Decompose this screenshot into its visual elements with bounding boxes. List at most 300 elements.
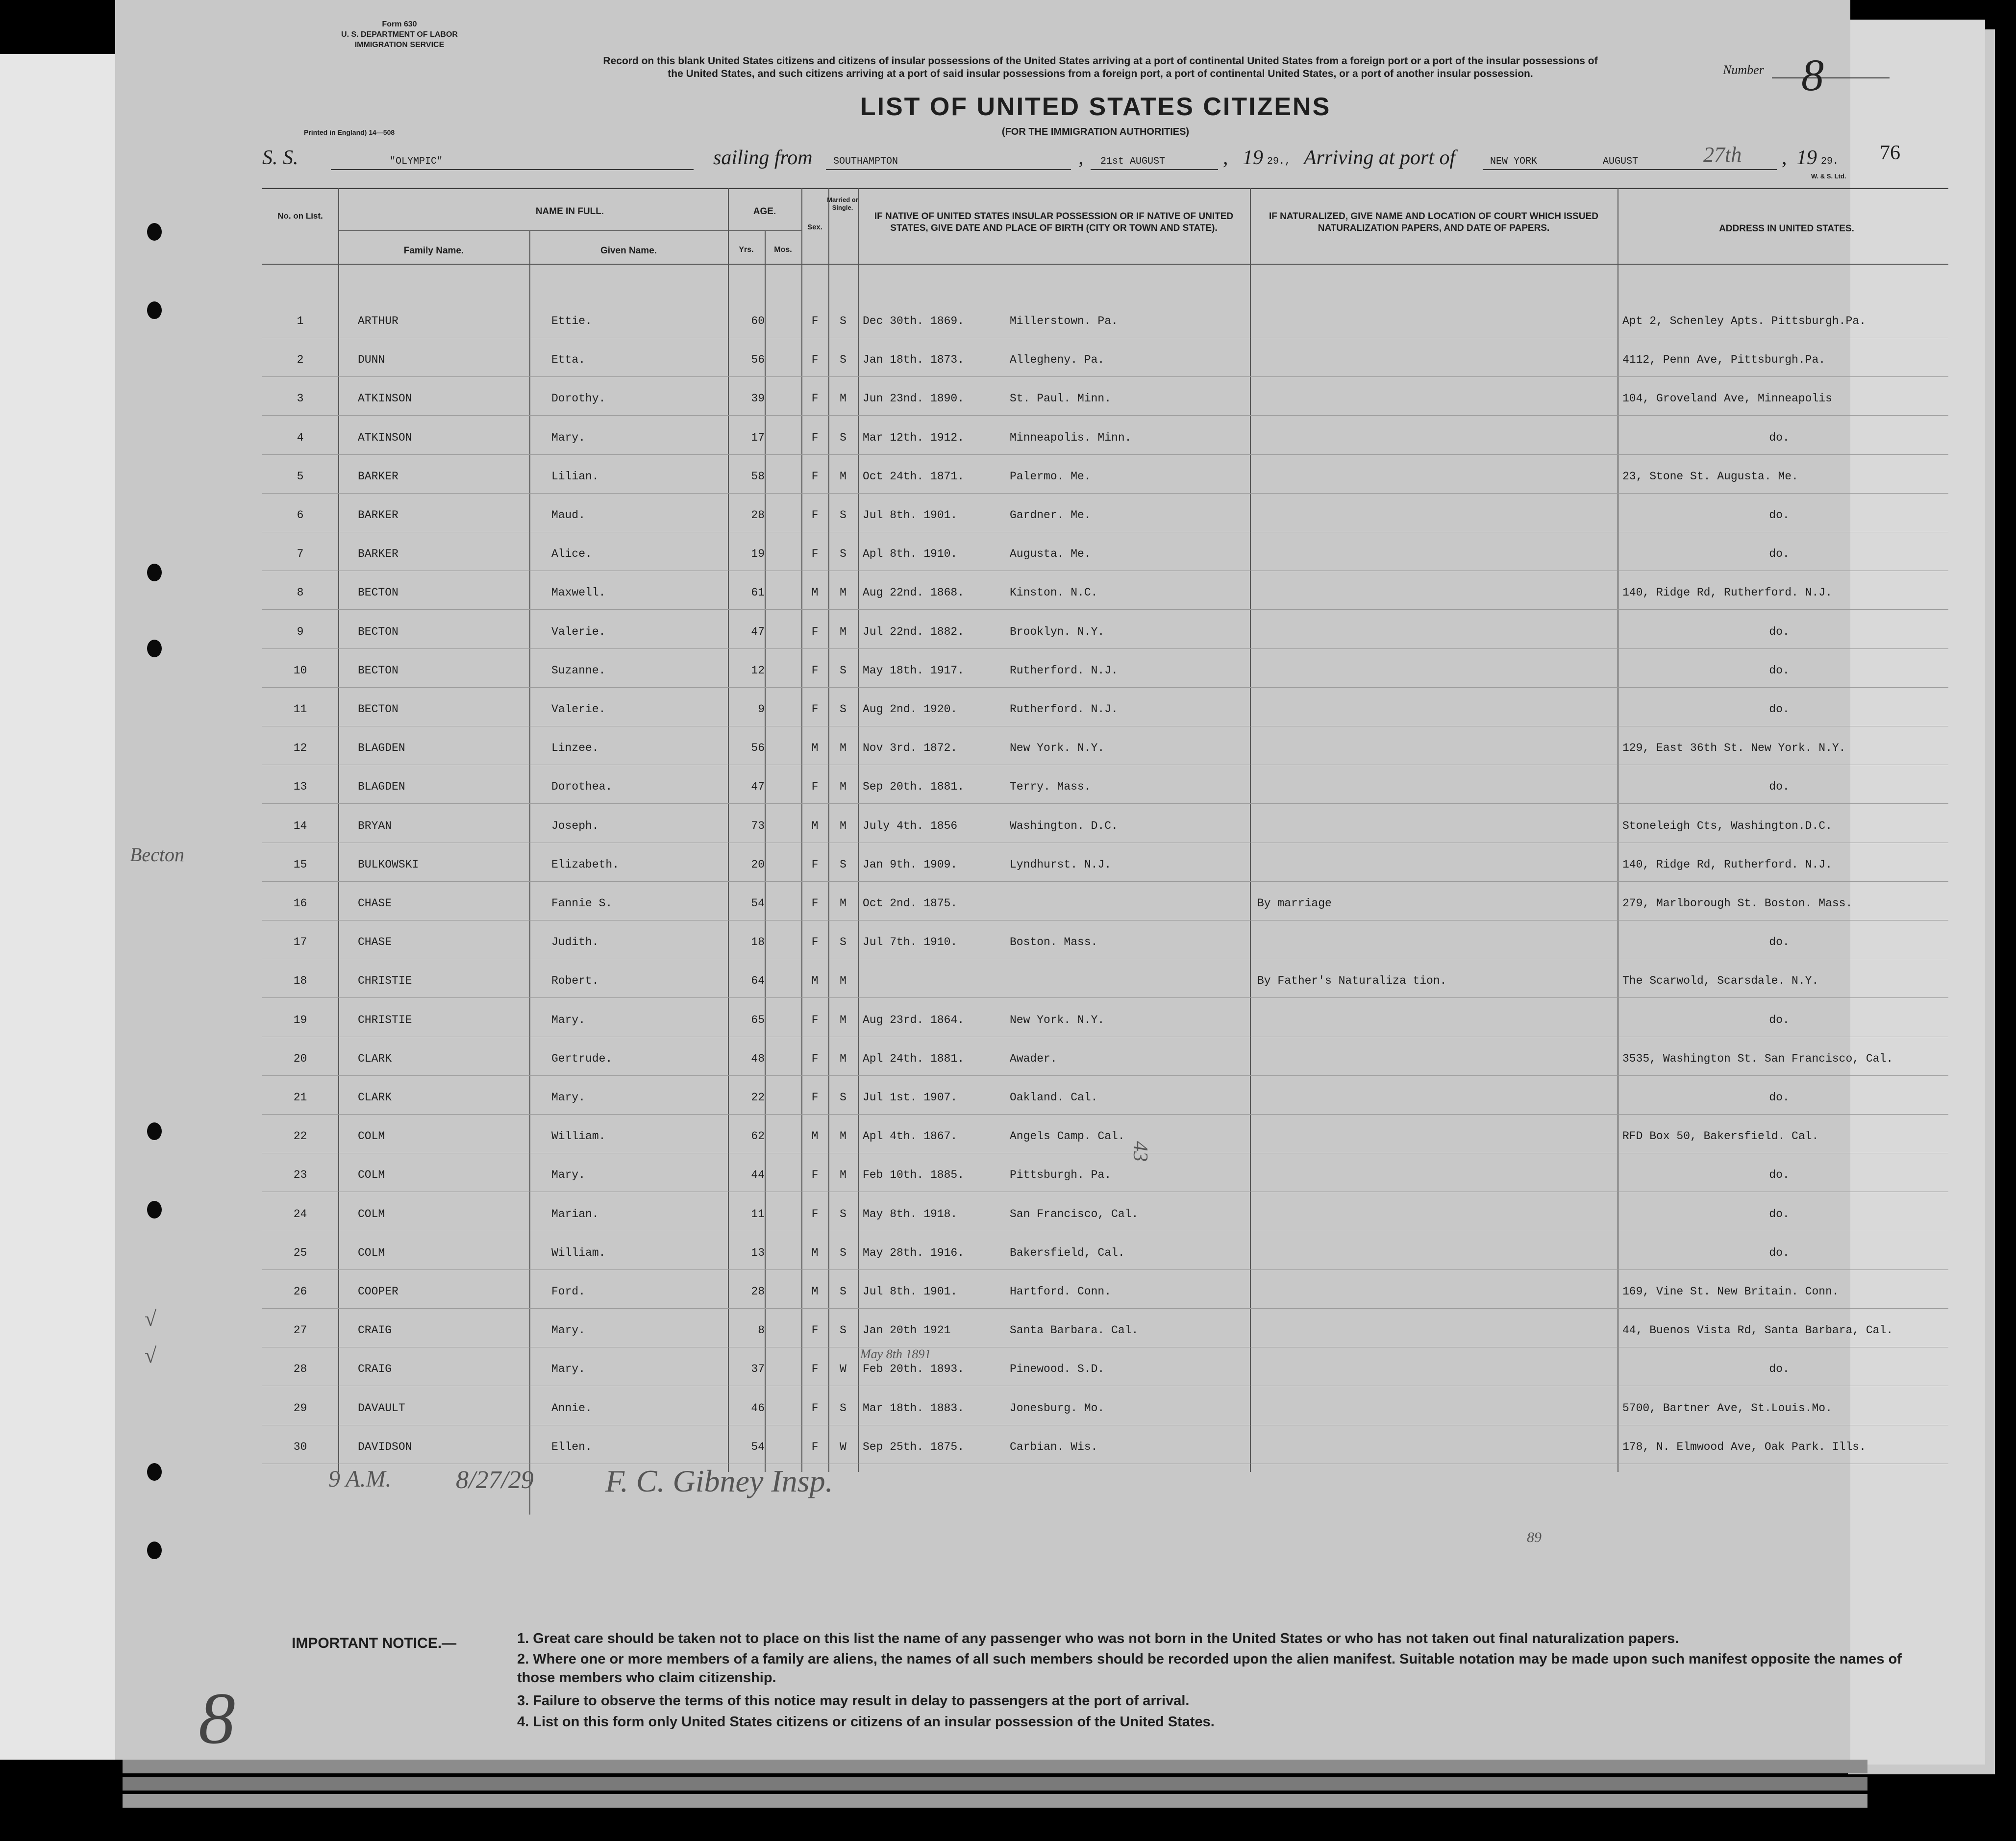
family-name: BECTON xyxy=(358,586,398,599)
list-number: 1 xyxy=(297,315,304,327)
binder-hole xyxy=(147,564,162,581)
age-years: 28 xyxy=(751,509,765,522)
sex: F xyxy=(811,625,819,638)
number-value: 8 xyxy=(1801,50,1824,100)
given-name: Ellen. xyxy=(551,1440,592,1453)
col-family-name: Family Name. xyxy=(403,246,464,256)
list-number: 27 xyxy=(293,1324,307,1337)
sex: F xyxy=(811,1207,819,1220)
comma: , xyxy=(1782,147,1787,169)
sex: F xyxy=(811,1169,819,1182)
sex: M xyxy=(811,974,819,988)
sex: F xyxy=(811,703,819,716)
sex: F xyxy=(811,1324,819,1337)
page-title: LIST OF UNITED STATES CITIZENS xyxy=(860,93,1331,121)
family-name: COLM xyxy=(358,1207,385,1220)
sex: M xyxy=(811,742,819,755)
birth-place: Pittsburgh. Pa. xyxy=(1010,1169,1112,1182)
address: do. xyxy=(1769,1091,1790,1104)
address: 3535, Washington St. San Francisco, Cal. xyxy=(1622,1052,1893,1065)
birth-place: Minneapolis. Minn. xyxy=(1010,431,1132,444)
age-years: 48 xyxy=(751,1052,765,1065)
year-suffix: 29., xyxy=(1267,156,1291,167)
table-row xyxy=(262,959,1948,998)
birth-place: Rutherford. N.J. xyxy=(1010,703,1118,716)
address: do. xyxy=(1769,1169,1790,1182)
given-name: Valerie. xyxy=(551,625,606,638)
marital-status: M xyxy=(840,1169,846,1182)
age-years: 73 xyxy=(751,819,765,832)
given-name: Etta. xyxy=(551,353,586,367)
table-row xyxy=(262,1347,1948,1386)
col-age: AGE. xyxy=(753,206,776,217)
birth-date: Sep 20th. 1881. xyxy=(863,780,965,794)
given-name: Suzanne. xyxy=(551,664,606,677)
given-name: Mary. xyxy=(551,1091,586,1104)
birth-place: Augusta. Me. xyxy=(1010,547,1091,561)
age-years: 56 xyxy=(751,742,765,755)
given-name: Joseph. xyxy=(551,819,599,832)
table-row xyxy=(262,648,1948,688)
address: 140, Ridge Rd, Rutherford. N.J. xyxy=(1622,858,1832,871)
birth-place: Pinewood. S.D. xyxy=(1010,1363,1105,1376)
number-label: Number xyxy=(1723,63,1764,77)
address: do. xyxy=(1769,431,1790,444)
age-years: 56 xyxy=(751,353,765,367)
family-name: BLAGDEN xyxy=(358,780,405,794)
fill-line xyxy=(331,169,694,170)
given-name: Ettie. xyxy=(551,315,592,327)
list-number: 2 xyxy=(297,353,304,367)
age-years: 47 xyxy=(751,625,765,638)
birth-date: Oct 2nd. 1875. xyxy=(863,897,958,910)
marital-status: S xyxy=(840,1246,846,1259)
birth-date: Jul 1st. 1907. xyxy=(863,1091,958,1104)
age-years: 54 xyxy=(751,1440,765,1453)
bottom-time: 9 A.M. xyxy=(328,1466,392,1492)
marital-status: W xyxy=(840,1363,846,1376)
given-name: Gertrude. xyxy=(551,1052,613,1065)
form-number: Form 630 xyxy=(382,20,417,28)
marital-status: M xyxy=(840,974,846,988)
family-name: CLARK xyxy=(358,1052,392,1065)
list-number: 3 xyxy=(297,392,304,405)
col-mos: Mos. xyxy=(774,246,792,254)
birth-date: May 28th. 1916. xyxy=(863,1246,965,1259)
birth-date: Dec 30th. 1869. xyxy=(863,315,965,327)
sex: F xyxy=(811,936,819,949)
sex: M xyxy=(811,586,819,599)
printer-mark: W. & S. Ltd. xyxy=(1811,173,1846,180)
birth-date: Jun 23nd. 1890. xyxy=(863,392,965,405)
table-row xyxy=(262,376,1948,416)
row28-overwrite: May 8th 1891 xyxy=(860,1347,931,1361)
list-number: 28 xyxy=(293,1363,307,1376)
arrival-year: 29. xyxy=(1821,156,1839,167)
table-row xyxy=(262,687,1948,726)
given-name: Maud. xyxy=(551,509,586,522)
marital-status: S xyxy=(840,353,846,367)
address: do. xyxy=(1769,509,1790,522)
list-number: 21 xyxy=(293,1091,307,1104)
binder-hole xyxy=(147,1542,162,1559)
naturalization: By marriage xyxy=(1257,897,1332,910)
binder-hole xyxy=(147,1463,162,1481)
list-number: 5 xyxy=(297,470,304,483)
sex: F xyxy=(811,897,819,910)
comma: , xyxy=(1223,147,1228,169)
birth-date: Apl 4th. 1867. xyxy=(863,1130,958,1143)
family-name: CHASE xyxy=(358,936,392,949)
table-row xyxy=(262,338,1948,377)
table-row xyxy=(262,454,1948,494)
naturalization: By Father's Naturaliza tion. xyxy=(1257,974,1447,988)
address: do. xyxy=(1769,625,1790,638)
marital-status: S xyxy=(840,664,846,677)
sex: F xyxy=(811,1091,819,1104)
birth-date: Oct 24th. 1871. xyxy=(863,470,965,483)
address: do. xyxy=(1769,703,1790,716)
list-number: 14 xyxy=(293,819,307,832)
sex: M xyxy=(811,1130,819,1143)
birth-place: St. Paul. Minn. xyxy=(1010,392,1112,405)
birth-place: New York. N.Y. xyxy=(1010,1013,1105,1026)
family-name: BULKOWSKI xyxy=(358,858,419,871)
binder-hole xyxy=(147,1122,162,1140)
from-port: SOUTHAMPTON xyxy=(833,156,898,167)
address: 4112, Penn Ave, Pittsburgh.Pa. xyxy=(1622,353,1826,367)
family-name: ATKINSON xyxy=(358,392,412,405)
number-line xyxy=(1772,77,1890,78)
marital-status: W xyxy=(840,1440,846,1453)
list-number: 22 xyxy=(293,1130,307,1143)
birth-date: Apl 8th. 1910. xyxy=(863,547,958,561)
family-name: BLAGDEN xyxy=(358,742,405,755)
binder-hole xyxy=(147,301,162,319)
marital-status: S xyxy=(840,1207,846,1220)
list-number: 15 xyxy=(293,858,307,871)
list-number: 16 xyxy=(293,897,307,910)
table-row xyxy=(262,1386,1948,1425)
family-name: BECTON xyxy=(358,625,398,638)
col-married-single: Married or Single. xyxy=(827,196,858,212)
age-years: 60 xyxy=(751,315,765,327)
address: 140, Ridge Rd, Rutherford. N.J. xyxy=(1622,586,1832,599)
list-number: 4 xyxy=(297,431,304,444)
address: Apt 2, Schenley Apts. Pittsburgh.Pa. xyxy=(1622,315,1866,327)
family-name: BECTON xyxy=(358,703,398,716)
table-row xyxy=(262,416,1948,455)
age-years: 54 xyxy=(751,897,765,910)
given-name: Mary. xyxy=(551,1169,586,1182)
given-name: Mary. xyxy=(551,431,586,444)
marital-status: M xyxy=(840,392,846,405)
birth-place: Lyndhurst. N.J. xyxy=(1010,858,1112,871)
birth-date: Jul 22nd. 1882. xyxy=(863,625,965,638)
sex: F xyxy=(811,664,819,677)
sex: F xyxy=(811,1052,819,1065)
birth-date: Jan 9th. 1909. xyxy=(863,858,958,871)
list-number: 23 xyxy=(293,1169,307,1182)
ship-name: "OLYMPIC" xyxy=(390,156,443,167)
address: do. xyxy=(1769,1363,1790,1376)
binder-hole xyxy=(147,640,162,657)
given-name: Elizabeth. xyxy=(551,858,620,871)
given-name: Judith. xyxy=(551,936,599,949)
sex: F xyxy=(811,1363,819,1376)
birth-place: Santa Barbara. Cal. xyxy=(1010,1324,1139,1337)
marital-status: M xyxy=(840,625,846,638)
birth-place: Awader. xyxy=(1010,1052,1057,1065)
table-row xyxy=(262,610,1948,649)
address: do. xyxy=(1769,1013,1790,1026)
col-birth: IF NATIVE OF UNITED STATES INSULAR POSSESSION OR IF NATIVE OF UNITED STATES, GIVE DATE AND PLACE OF BIRTH (CITY OR TOWN AND STATE). xyxy=(874,211,1234,233)
sex: F xyxy=(811,470,819,483)
family-name: COLM xyxy=(358,1130,385,1143)
sheet-number: 76 xyxy=(1880,142,1900,164)
family-name: CLARK xyxy=(358,1091,392,1104)
address: The Scarwold, Scarsdale. N.Y. xyxy=(1622,974,1819,988)
table-row xyxy=(262,843,1948,882)
birth-date: July 4th. 1856 xyxy=(863,819,958,832)
table-row xyxy=(262,1425,1948,1464)
age-years: 12 xyxy=(751,664,765,677)
given-name: Mary. xyxy=(551,1363,586,1376)
fill-line xyxy=(1483,169,1777,170)
manifest-sheet xyxy=(115,0,1902,1760)
birth-place: Jonesburg. Mo. xyxy=(1010,1401,1105,1415)
col-address: ADDRESS IN UNITED STATES. xyxy=(1719,224,1854,234)
header-divider xyxy=(262,264,1948,265)
service: IMMIGRATION SERVICE xyxy=(354,40,445,49)
marital-status: S xyxy=(840,1091,846,1104)
address: do. xyxy=(1769,547,1790,561)
table-row xyxy=(262,1153,1948,1192)
sex: F xyxy=(811,1401,819,1415)
address: 129, East 36th St. New York. N.Y. xyxy=(1622,742,1846,755)
family-name: BECTON xyxy=(358,664,398,677)
margin-check: √ xyxy=(145,1307,157,1331)
fill-line xyxy=(826,169,1071,170)
list-number: 30 xyxy=(293,1440,307,1453)
marital-status: S xyxy=(840,315,846,327)
marital-status: M xyxy=(840,1130,846,1143)
table-row xyxy=(262,1075,1948,1115)
birth-place: Carbian. Wis. xyxy=(1010,1440,1098,1453)
birth-place: Washington. D.C. xyxy=(1010,819,1118,832)
sex: F xyxy=(811,1013,819,1026)
birth-date: Aug 23rd. 1864. xyxy=(863,1013,965,1026)
col-name-in-full: NAME IN FULL. xyxy=(535,206,604,217)
birth-place: Bakersfield, Cal. xyxy=(1010,1246,1125,1259)
printed-in: Printed in England) 14—508 xyxy=(304,128,395,136)
birth-date: Aug 22nd. 1868. xyxy=(863,586,965,599)
birth-place: Allegheny. Pa. xyxy=(1010,353,1105,367)
sailing-date: 21st AUGUST xyxy=(1100,156,1166,167)
age-years: 44 xyxy=(751,1169,765,1182)
list-number: 12 xyxy=(293,742,307,755)
age-years: 17 xyxy=(751,431,765,444)
family-name: CHRISTIE xyxy=(358,974,412,988)
bottom-number: 89 xyxy=(1527,1529,1542,1545)
notice-item-4: 4. List on this form only United States citizens or citizens of an insular possession of the United States. xyxy=(517,1714,1215,1730)
table-row xyxy=(262,299,1948,338)
page-stack-edge xyxy=(123,1760,1867,1773)
arrival-day: 27th xyxy=(1703,143,1742,167)
family-name: CRAIG xyxy=(358,1324,392,1337)
list-number: 19 xyxy=(293,1013,307,1026)
sex: F xyxy=(811,392,819,405)
record-instruction: Record on this blank United States citizens and citizens of insular possessions of the United States arriving at a port of continental United States from a foreign port or a port of the insular possessions of the United States, and such citizens arriving at a port of said insular possessions from a foreign port, a port of continental United States, or a port of another insular possession. xyxy=(603,55,1598,80)
family-name: ATKINSON xyxy=(358,431,412,444)
list-number: 8 xyxy=(297,586,304,599)
given-name: Ford. xyxy=(551,1285,586,1298)
age-years: 39 xyxy=(751,392,765,405)
given-name: Dorothea. xyxy=(551,780,613,794)
given-name: Mary. xyxy=(551,1324,586,1337)
table-row xyxy=(262,1308,1948,1347)
notice-lead: IMPORTANT NOTICE.— xyxy=(292,1635,457,1651)
marital-status: M xyxy=(840,897,846,910)
table-row xyxy=(262,765,1948,804)
age-years: 46 xyxy=(751,1401,765,1415)
marital-status: S xyxy=(840,703,846,716)
page-subtitle: (FOR THE IMMIGRATION AUTHORITIES) xyxy=(1001,126,1190,137)
sex: F xyxy=(811,315,819,327)
age-years: 37 xyxy=(751,1363,765,1376)
list-number: 18 xyxy=(293,974,307,988)
margin-name: Becton xyxy=(130,844,185,866)
sex: M xyxy=(811,1285,819,1298)
table-row xyxy=(262,920,1948,959)
marital-status: S xyxy=(840,858,846,871)
family-name: DAVIDSON xyxy=(358,1440,412,1453)
form-block xyxy=(262,20,537,50)
birth-place: Hartford. Conn. xyxy=(1010,1285,1112,1298)
age-years: 20 xyxy=(751,858,765,871)
col-no-on-list: No. on List. xyxy=(277,211,323,221)
list-number: 10 xyxy=(293,664,307,677)
family-name: COOPER xyxy=(358,1285,398,1298)
list-number: 26 xyxy=(293,1285,307,1298)
birth-date: Mar 18th. 1883. xyxy=(863,1401,965,1415)
birth-date: Sep 25th. 1875. xyxy=(863,1440,965,1453)
birth-date: Nov 3rd. 1872. xyxy=(863,742,958,755)
birth-place: Millerstown. Pa. xyxy=(1010,315,1118,327)
birth-place: Gardner. Me. xyxy=(1010,509,1091,522)
marital-status: S xyxy=(840,431,846,444)
list-number: 24 xyxy=(293,1207,307,1220)
family-name: DUNN xyxy=(358,353,385,367)
list-number: 9 xyxy=(297,625,304,638)
address: do. xyxy=(1769,664,1790,677)
address: Stoneleigh Cts, Washington.D.C. xyxy=(1622,819,1832,832)
arriving-label: Arriving at port of xyxy=(1304,147,1456,169)
family-name: COLM xyxy=(358,1246,385,1259)
header-subdivider xyxy=(338,230,801,231)
birth-date: Apl 24th. 1881. xyxy=(863,1052,965,1065)
inspector-signature: F. C. Gibney Insp. xyxy=(605,1464,833,1498)
birth-date: May 8th. 1918. xyxy=(863,1207,958,1220)
table-row xyxy=(262,998,1948,1037)
given-name: Maxwell. xyxy=(551,586,606,599)
list-number: 20 xyxy=(293,1052,307,1065)
birth-date: Jul 8th. 1901. xyxy=(863,509,958,522)
address: do. xyxy=(1769,936,1790,949)
table-row xyxy=(262,881,1948,920)
given-name: Alice. xyxy=(551,547,592,561)
table-row xyxy=(262,1192,1948,1231)
address: 44, Buenos Vista Rd, Santa Barbara, Cal. xyxy=(1622,1324,1893,1337)
table-row xyxy=(262,1269,1948,1309)
table-row xyxy=(262,804,1948,843)
address: 169, Vine St. New Britain. Conn. xyxy=(1622,1285,1839,1298)
ss-label: S. S. xyxy=(262,147,299,169)
birth-place: Rutherford. N.J. xyxy=(1010,664,1118,677)
department: U. S. DEPARTMENT OF LABOR xyxy=(341,30,458,39)
birth-date: Mar 12th. 1912. xyxy=(863,431,965,444)
marital-status: S xyxy=(840,1324,846,1337)
corner-number: 8 xyxy=(199,1678,235,1759)
list-number: 17 xyxy=(293,936,307,949)
binder-hole xyxy=(147,223,162,241)
age-years: 13 xyxy=(751,1246,765,1259)
comma: , xyxy=(1078,147,1084,169)
age-years: 22 xyxy=(751,1091,765,1104)
table-row xyxy=(262,532,1948,571)
list-number: 25 xyxy=(293,1246,307,1259)
given-name: William. xyxy=(551,1246,606,1259)
family-name: DAVAULT xyxy=(358,1401,405,1415)
list-number: 29 xyxy=(293,1401,307,1415)
birth-date: Jan 20th 1921 xyxy=(863,1324,951,1337)
family-name: CHRISTIE xyxy=(358,1013,412,1026)
birth-place: New York. N.Y. xyxy=(1010,742,1105,755)
address: 5700, Bartner Ave, St.Louis.Mo. xyxy=(1622,1401,1832,1415)
col-yrs: Yrs. xyxy=(739,246,754,254)
age-years: 65 xyxy=(751,1013,765,1026)
sex: F xyxy=(811,509,819,522)
fill-line xyxy=(1091,169,1218,170)
age-years: 11 xyxy=(751,1207,765,1220)
table-row xyxy=(262,571,1948,610)
birth-place: Kinston. N.C. xyxy=(1010,586,1098,599)
birth-place: Terry. Mass. xyxy=(1010,780,1091,794)
marital-status: M xyxy=(840,470,846,483)
given-name: Valerie. xyxy=(551,703,606,716)
marital-status: M xyxy=(840,780,846,794)
age-years: 19 xyxy=(751,547,765,561)
birth-date: Feb 20th. 1893. xyxy=(863,1363,965,1376)
year-prefix: 19 xyxy=(1243,147,1263,169)
list-number: 7 xyxy=(297,547,304,561)
list-number: 13 xyxy=(293,780,307,794)
birth-date: Jul 7th. 1910. xyxy=(863,936,958,949)
marital-status: M xyxy=(840,586,846,599)
address: RFD Box 50, Bakersfield. Cal. xyxy=(1622,1130,1819,1143)
age-years: 62 xyxy=(751,1130,765,1143)
sex: F xyxy=(811,1440,819,1453)
table-row xyxy=(262,1231,1948,1270)
sex: F xyxy=(811,431,819,444)
birth-date: May 18th. 1917. xyxy=(863,664,965,677)
notice-item-1: 1. Great care should be taken not to place on this list the name of any passenger who was not born in the United States or who has not taken out final naturalization papers. xyxy=(517,1631,1679,1646)
birth-place: Palermo. Me. xyxy=(1010,470,1091,483)
age-years: 18 xyxy=(751,936,765,949)
sex: F xyxy=(811,353,819,367)
arrival-port: NEW YORK xyxy=(1490,156,1538,167)
marital-status: M xyxy=(840,1052,846,1065)
